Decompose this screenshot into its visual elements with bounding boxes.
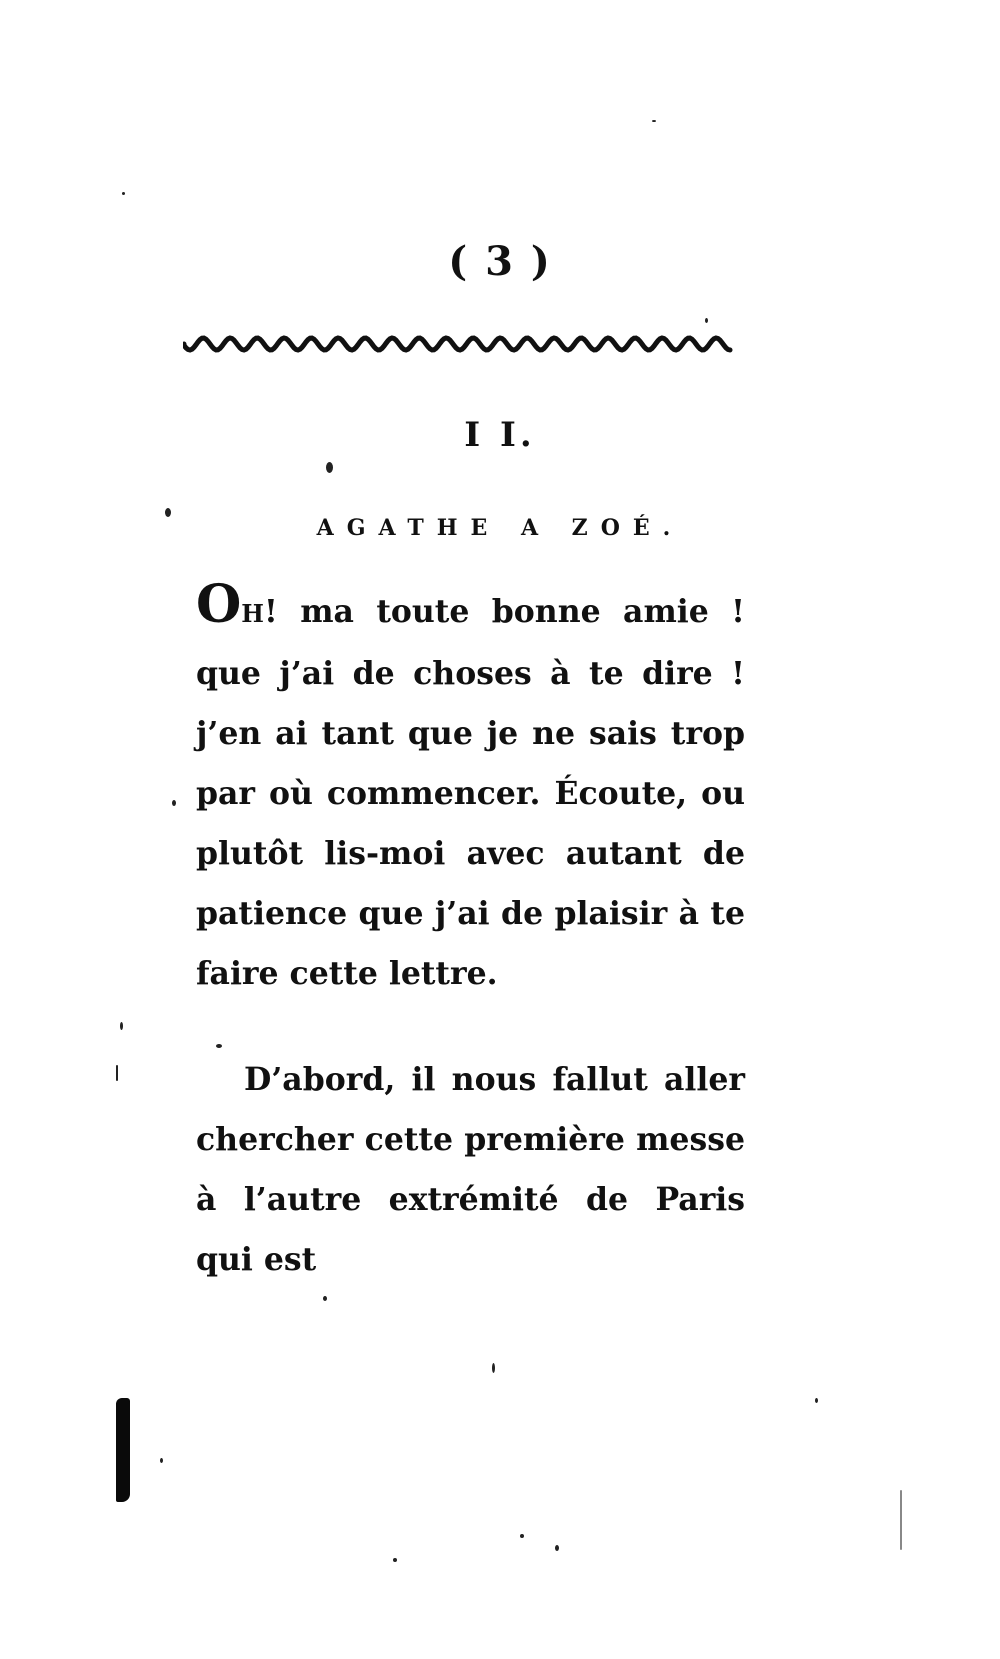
paragraph-second: D’abord, il nous fallut aller chercher cette première messe à l’autre extrémité de Paris qui est <box>196 1061 745 1278</box>
paragraph-opening <box>196 574 745 1004</box>
binding-shadow-mark <box>116 1398 130 1502</box>
drop-capital: O <box>196 574 242 635</box>
letter-number-heading: I I. <box>464 415 536 455</box>
letter-addressee-heading: AGATHE A ZOÉ. <box>316 515 684 541</box>
paragraph-opening-text: ! ma toute bonne amie ! que j’ai de choses à te dire ! j’en ai tant que je ne sais trop par où commencer. Écoute, ou plutôt lis-moi avec autant de patience que j’ai de plaisir à te faire cette lettre. <box>196 593 745 992</box>
small-capital: H <box>241 599 264 628</box>
wavy-rule-ornament <box>183 332 733 356</box>
page-number: ( 3 ) <box>448 238 552 285</box>
